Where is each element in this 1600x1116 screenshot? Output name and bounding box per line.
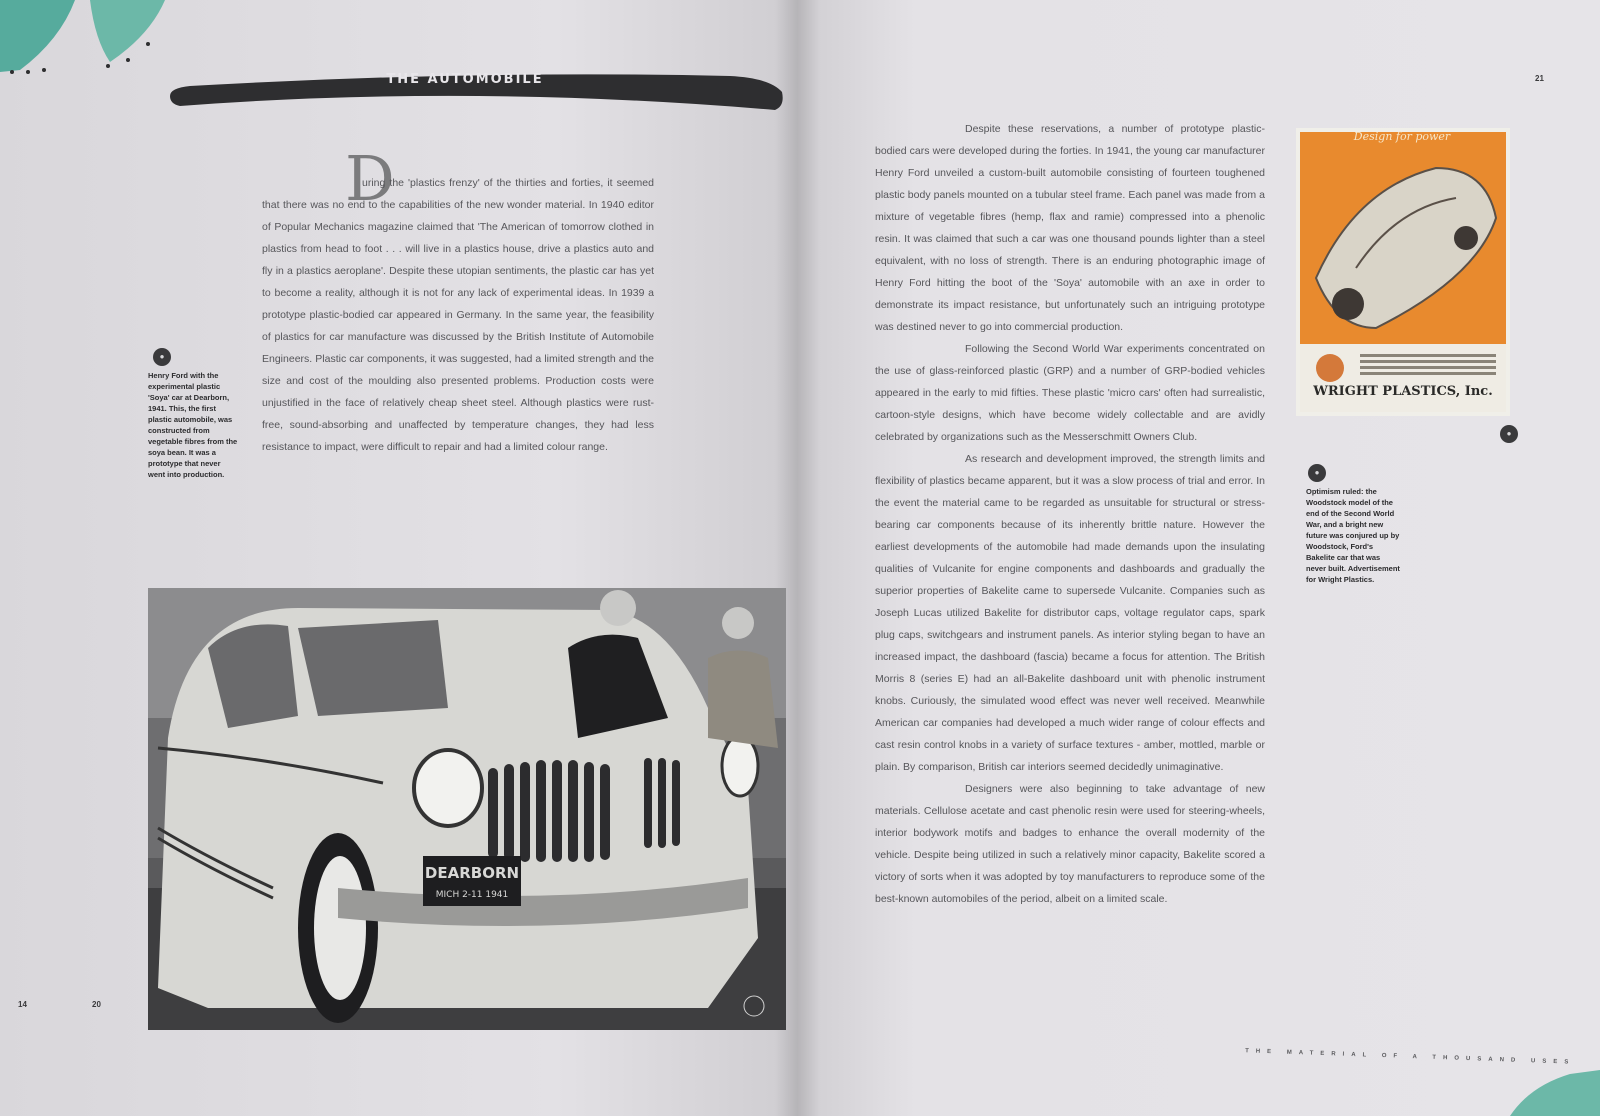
ad-headline: Design for power <box>1353 130 1451 143</box>
car-photograph <box>148 588 786 1030</box>
right-paragraph-1: Despite these reservations, a number of prototype plastic-bodied cars were developed during the forties. In 1941, the young car manufacturer Henry Ford unveiled a custom-built automobile consisting of fourteen toughened plastic body panels mounted on a tubular steel frame. Each panel was made from a mixture of vegetable fibres (hemp, flax and ramie) compressed into a phenolic resin. It was claimed that such a car was one thousand pounds lighter than a steel equivalent, with no loss of strength. There is an enduring photographic image of Henry Ford hitting the boot of the 'Soya' automobile with an axe in order to demonstrate its impact resistance, but unfortunately such an intriguing prototype was destined never to go into commercial production. <box>875 123 1265 333</box>
right-paragraph-2: Following the Second World War experiments concentrated on the use of glass-reinforced plastic (GRP) and a number of GRP-bodied vehicles appeared in the early to mid fifties. These plastic 'micro cars' often had surrealistic, cartoon-style designs, which have become widely collectable and are avidly celebrated by organizations such as the Messerschmitt Owners Club. <box>875 343 1265 443</box>
corner-decoration <box>0 0 170 80</box>
section-heading: THE AUTOMOBILE <box>386 72 544 87</box>
corner-decoration-bottom-right <box>1510 1066 1600 1116</box>
page-number-left-b: 20 <box>92 1000 101 1009</box>
left-caption: Henry Ford with the experimental plastic 'Soya' car at Dearborn, 1941. This, the first plastic automobile, was constructed from vegetable fibres from the soya bean. It was a prototype that never went into production. <box>148 371 238 479</box>
caption-number-badge: ● <box>1308 464 1326 482</box>
license-plate-sub: MICH 2-11 1941 <box>435 890 509 900</box>
page-number-right: 21 <box>1535 74 1544 83</box>
page-number-left-a: 14 <box>18 1000 27 1009</box>
right-caption: Optimism ruled: the Woodstock model of the end of the Second World War, and a bright new future was conjured up by Woodstock, Ford's Bakelite car that was never built. Advertisement for Wright Plastics. <box>1306 487 1400 584</box>
wright-plastics-advertisement <box>1296 128 1510 416</box>
caption-number-badge: ● <box>153 348 171 366</box>
right-paragraph-3: As research and development improved, the strength limits and flexibility of plastics became apparent, but it was a slow process of trial and error. In the event the material came to be regarded as unsuitable for structural or stress-bearing car components because of its inherently brittle nature. However the earliest developments of the automobile had made demands upon the insulating qualities of Vulcanite for engine components and dashboards and gradually the superior properties of Bakelite came to supersede Vulcanite. Companies such as Joseph Lucas utilized Bakelite for distributor caps, voltage regulator caps, spark plug caps, switchgears and instrument panels. As interior styling began to have an increased impact, the dashboard (fascia) became a focus for attention. The British Morris 8 (series E) had an all-Bakelite dashboard unit with phenolic instrument knobs. Curiously, the simulated wood effect was never well received. Meanwhile American car companies had developed a much wider range of colour effects and cast resin control knobs in a variety of surface textures - amber, mottled, marble or plain. By comparison, British car interiors seemed decidedly unimaginative. <box>875 453 1265 773</box>
right-paragraph-4: Designers were also beginning to take advantage of new materials. Cellulose acetate and cast phenolic resin were used for steering-wheels, interior bodywork motifs and badges to enhance the overall modernity of the vehicle. Despite being utilized in such a relatively minor capacity, Bakelite scored a victory of sorts when it was adopted by toy manufacturers to reproduce some of the best-known automobiles of the period, albeit on a limited scale. <box>875 783 1265 905</box>
left-body-text <box>262 172 654 458</box>
right-body-text <box>875 118 1265 910</box>
running-footer: THE MATERIAL OF A THOUSAND USES <box>1244 1048 1576 1066</box>
ad-logo: WRIGHT PLASTICS, Inc. <box>1313 384 1493 399</box>
license-plate-text: DEARBORN <box>424 864 520 882</box>
drop-cap: D <box>345 142 395 215</box>
photo-number-badge: ● <box>1500 425 1518 443</box>
left-paragraph: uring the 'plastics frenzy' of the thirties and forties, it seemed that there was no end to the capabilities of the new wonder material. In 1940 editor of Popular Mechanics magazine claimed that 'The American of tomorrow clothed in plastics from head to foot . . . will live in a plastics house, drive a plastics auto and fly in a plastics aeroplane'. Despite these utopian sentiments, the plastic car has yet to become a reality, although it is not for any lack of experimental ideas. In 1939 a prototype plastic-bodied car appeared in Germany. In the same year, the feasibility of plastics for car manufacture was discussed by the British Institute of Automobile Engineers. Plastic car components, it was suggested, had a limited strength and the size and cost of the moulding also presented problems. Production costs were unjustified in the face of relatively cheap sheet steel. Although plastics were rust-free, sound-absorbing and unaffected by temperature changes, they had less resistance to impact, were difficult to repair and had a limited colour range. <box>262 177 654 453</box>
